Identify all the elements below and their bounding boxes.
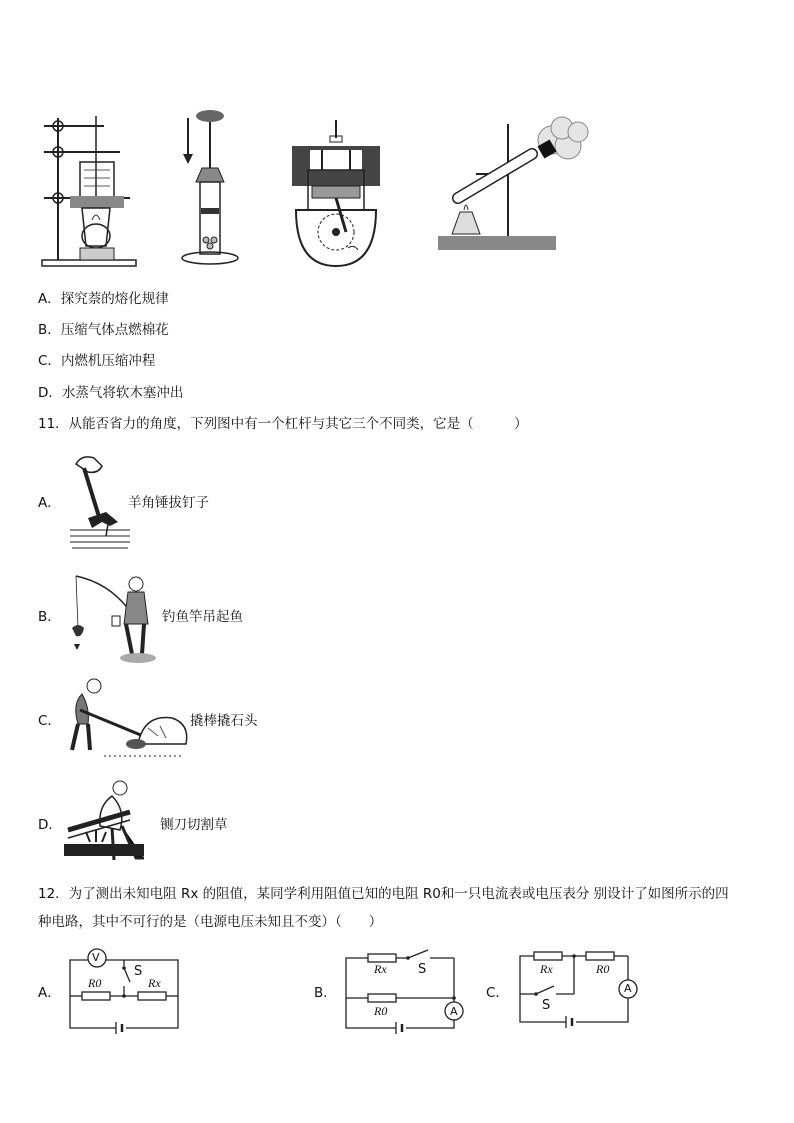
- q10-option-b[interactable]: [38, 321, 169, 339]
- q10-option-d[interactable]: [38, 384, 183, 402]
- q10-option-a[interactable]: [38, 290, 169, 308]
- circuit-a-rx-label: Rx: [148, 976, 161, 990]
- circuit-a-r0-label: R0: [88, 976, 102, 990]
- q12-option-b-label[interactable]: B．: [314, 985, 337, 1001]
- circuit-c-ammeter-label: A: [624, 982, 632, 995]
- q11-option-a-text: 羊角锤拔钉子: [128, 495, 209, 511]
- q11-option-b-text: 钓鱼竿吊起鱼: [162, 609, 243, 625]
- q12-stem-line-1: 12．为了测出未知电阻 Rx 的阻值，某同学利用阻值已知的电阻 R0和一只电流表或电压表分 别设计了如图所示的四: [38, 886, 729, 902]
- figure-steam-cork: [436, 118, 590, 254]
- q12-option-a-label[interactable]: A．: [38, 985, 61, 1001]
- figure-hay-cutter: [60, 780, 164, 870]
- option-label: B．: [38, 322, 61, 338]
- q11-option-c-text: 撬棒撬石头: [190, 713, 258, 729]
- q12-stem: [38, 880, 768, 936]
- option-label: D．: [38, 385, 62, 401]
- circuit-c: [516, 948, 634, 1028]
- option-label: A．: [38, 291, 61, 307]
- figure-engine-compression-stroke: [288, 120, 384, 268]
- circuit-b-ammeter-label: A: [450, 1005, 458, 1018]
- q11-option-d-text: 铡刀切割草: [160, 817, 228, 833]
- figure-air-compression: [178, 108, 240, 268]
- option-text: 压缩气体点燃棉花: [60, 322, 169, 338]
- q12-option-c-label[interactable]: C．: [486, 985, 509, 1001]
- q11-option-b-label[interactable]: B．: [38, 609, 61, 625]
- circuit-a-voltmeter-label: V: [92, 951, 100, 964]
- q11-option-d-label[interactable]: D．: [38, 817, 62, 833]
- circuit-b-switch-label: S: [418, 962, 427, 977]
- figure-claw-hammer: [70, 452, 130, 554]
- circuit-c-r0-label: R0: [596, 962, 610, 976]
- option-text: 内燃机压缩冲程: [60, 353, 156, 369]
- q10-option-c[interactable]: [38, 352, 155, 370]
- option-text: 水蒸气将软木塞冲出: [61, 385, 184, 401]
- q12-stem-line-2: 种电路，其中不可行的是（电源电压未知且不变）（ ）: [38, 914, 383, 930]
- circuit-c-rx-label: Rx: [540, 962, 553, 976]
- option-text: 探究萘的熔化规律: [60, 291, 169, 307]
- q11-option-c-label[interactable]: C．: [38, 713, 61, 729]
- figure-fishing-rod: [64, 574, 164, 666]
- circuit-a-switch-label: S: [134, 964, 143, 979]
- q11-stem: 11．从能否省力的角度，下列图中有一个杠杆与其它三个不同类，它是（ ）: [38, 416, 528, 432]
- circuit-b: [342, 948, 468, 1034]
- figure-naphthalene-melting: [40, 108, 140, 268]
- q11-option-a-label[interactable]: A．: [38, 495, 61, 511]
- circuit-b-rx-label: Rx: [374, 962, 387, 976]
- circuit-a: [66, 946, 182, 1034]
- circuit-c-switch-label: S: [542, 998, 551, 1013]
- option-label: C．: [38, 353, 61, 369]
- figure-crowbar-stone: [64, 678, 188, 762]
- circuit-b-r0-label: R0: [374, 1004, 388, 1018]
